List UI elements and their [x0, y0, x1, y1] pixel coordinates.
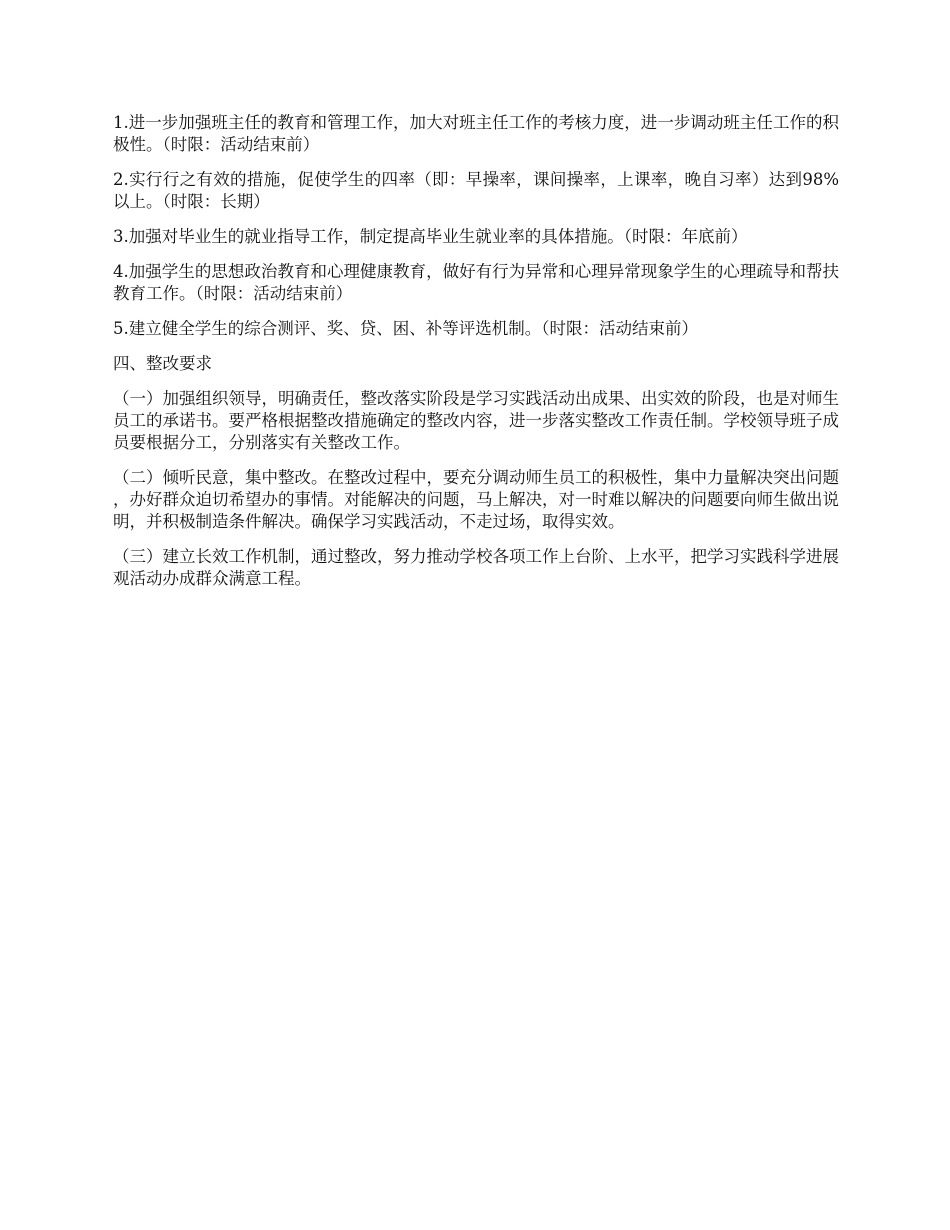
measure-item-5: 5.建立健全学生的综合测评、奖、贷、困、补等评选机制。（时限：活动结束前） [113, 319, 698, 338]
measure-item-1: 1.进一步加强班主任的教育和管理工作，加大对班主任工作的考核力度，进一步调动班主任工作的积极性。（时限：活动结束前） [113, 113, 839, 154]
requirement-paragraph-1: （一）加强组织领导，明确责任，整改落实阶段是学习实践活动出成果、出实效的阶段，也是对师生员工的承诺书。要严格根据整改措施确定的整改内容，进一步落实整改工作责任制。学校领导班子成员要根据分工，分别落实有关整改工作。 [113, 389, 839, 452]
measure-item-2: 2.实行行之有效的措施，促使学生的四率（即：早操率，课间操率，上课率，晚自习率）达到98%以上。（时限：长期） [113, 170, 839, 211]
section-heading: 四、整改要求 [113, 354, 212, 373]
measure-item-3: 3.加强对毕业生的就业指导工作，制定提高毕业生就业率的具体措施。（时限：年底前） [113, 227, 748, 246]
requirement-paragraph-2: （二）倾听民意，集中整改。在整改过程中，要充分调动师生员工的积极性，集中力量解决突出问题，办好群众迫切希望办的事情。对能解决的问题，马上解决，对一时难以解决的问题要向师生做出说明，并积极制造条件解决。确保学习实践活动，不走过场，取得实效。 [113, 468, 839, 531]
document-body [113, 112, 839, 603]
measure-item-4: 4.加强学生的思想政治教育和心理健康教育，做好有行为异常和心理异常现象学生的心理疏导和帮扶教育工作。（时限：活动结束前） [113, 262, 839, 303]
requirement-paragraph-3: （三）建立长效工作机制，通过整改，努力推动学校各项工作上台阶、上水平，把学习实践科学进展观活动办成群众满意工程。 [113, 547, 839, 588]
